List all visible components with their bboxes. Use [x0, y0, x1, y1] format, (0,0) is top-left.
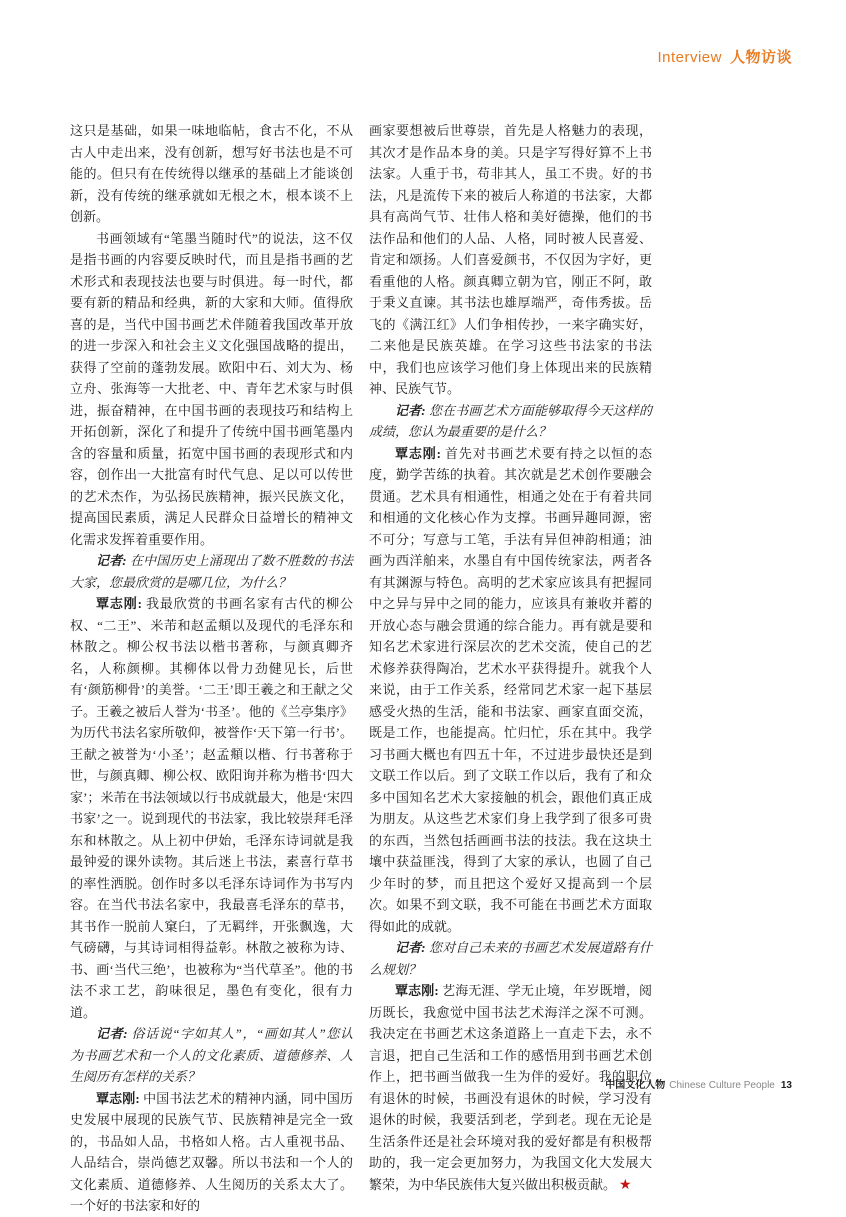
paragraph-text: 画家要想被后世尊崇，首先是人格魅力的表现，其次才是作品本身的美。只是字写得好算不上书法家。人重于书，苟非其人，虽工不贵。好的书法，凡是流传下来的被后人称道的书法家，大都具有高尚气节、壮伟人格和美好德操，他们的书法作品和他们的人品、人格，同时被人民喜爱、肯定和颂扬。人们喜爱颜书，不仅因为字好，更看重他的人格。颜真卿立朝为官，刚正不阿，敢于秉义直谏。其书法也雄厚端严，奇伟秀拔。岳飞的《满江红》人们争相传抄，一来字确实好，二来他是民族英雄。在学习这些书法家的书法中，我们也应该学习他们身上体现出来的民族精神、民族气节。 — [369, 123, 652, 396]
answer-text: 首先对书画艺术要有持之以恒的态度，勤学苦练的执着。其次就是艺术创作要融会贯通。艺术具有相通性，相通之处在于有着共同和相通的文化核心作为支撑。书画异趣同源，密不可分；写意与工笔，手法有异但神韵相通；油画为西洋舶来，水墨自有中国传统家法，两者各有其渊源与特色。高明的艺术家应该具有把握同中之异与异中之同的能力，应该具有兼收并蓄的开放心态与融会贯通的综合能力。再有就是要和知名艺术家进行深层次的艺术交流，使自己的艺术修养获得陶冶，艺术水平获得提升。就我个人来说，由于工作关系，经常同艺术家一起下基层感受火热的生活，能和书法家、画家直面交流，既是工作，也能提高。忙归忙，乐在其中。我学习书画大概也有四五十年，不过进步最快还是到文联工作以后。到了文联工作以后，我有了和众多中国知名艺术大家接触的机会，跟他们真正成为朋友。从这些艺术家们身上我学到了很多可贵的东西，当然包括画画书法的技法。我在这块土壤中获益匪浅，得到了大家的承认，也圆了自己少年时的梦，而且把这个爱好又提高到一个层次。如果不到文联，我不可能在书画艺术方面取得如此的成就。 — [369, 445, 652, 934]
section-header-zh: 人物访谈 — [729, 49, 792, 66]
interviewer-question — [369, 400, 652, 443]
left-column — [70, 120, 353, 1217]
interviewee-answer — [70, 593, 353, 1023]
end-star-icon: ★ — [619, 1177, 632, 1193]
interviewee-answer — [70, 1088, 353, 1217]
article-body — [70, 120, 652, 1217]
paragraph-text: 书画领域有“笔墨当随时代”的说法，这不仅是指书画的内容要反映时代，而且是指书画的艺术形式和表现技法也要与时俱进。每一时代，都要有新的精品和经典，新的大家和大师。值得欣喜的是，当代中国书画艺术伴随着我国改革开放的进一步深入和社会主义文化强国战略的提出，获得了空前的蓬勃发展。欧阳中石、刘大为、杨立舟、张海等一大批老、中、青年艺术家与时俱进，振奋精神，在中国书画的表现技巧和结构上开拓创新，深化了和提升了传统中国书画笔墨内含的容量和质量，拓宽中国书画的表现形式和内容，创作出一大批富有时代气息、足以可以传世的艺术杰作，为弘扬民族精神，振兴民族文化，提高国民素质，满足人民群众日益增长的精神文化需求发挥着重要作用。 — [70, 230, 353, 547]
interviewer-question — [70, 1023, 353, 1088]
right-column — [369, 120, 652, 1217]
speaker-label: 记者: — [96, 1026, 128, 1041]
speaker-label: 记者: — [395, 940, 426, 955]
speaker-label: 覃志刚: — [96, 1090, 140, 1106]
paragraph-text: 这只是基础，如果一味地临帖，食古不化，不从古人中走出来，没有创新，想写好书法也是不可能的。但只有在传统得以继承的基础上才能谈创新，没有传统的继承就如无根之木，根本谈不上创新。 — [70, 123, 353, 224]
question-text: 您对自己未来的书画艺术发展道路有什么规划？ — [369, 940, 652, 977]
answer-text: 中国书法艺术的精神内涵，同中国历史发展中展现的民族气节、民族精神是完全一致的，书品如人品，书格如人格。古人重视书品、人品结合，崇尚德艺双馨。所以书法和一个人的文化素质、道德修养、人生阅历的关系太大了。一个好的书法家和好的 — [70, 1090, 353, 1213]
question-text: 在中国历史上涌现出了数不胜数的书法大家，您最欣赏的是哪几位，为什么？ — [70, 553, 353, 590]
speaker-label: 覃志刚: — [395, 445, 441, 461]
answer-text: 艺海无涯、学无止境，年岁既增，阅历既长，我愈觉中国书法艺术海洋之深不可测。我决定在书画艺术这条道路上一直走下去，永不言退，把自己生活和工作的感悟用到书画艺术创作上，把书画当做我一生为伴的爱好。我的职位有退休的时候，书画没有退休的时候，学习没有退休的时候，我要活到老，学到老。现在无论是生活条件还是社会环境对我的爱好都是有积极帮助的，我一定会更加努力，为我国文化大发展大繁荣，为中华民族伟大复兴做出积极贡献。 — [369, 983, 652, 1192]
paragraph — [70, 120, 353, 228]
footer-brand-en: Chinese Culture People — [669, 1080, 775, 1091]
interviewee-answer — [369, 443, 652, 938]
speaker-label: 覃志刚: — [395, 983, 439, 998]
speaker-label: 记者: — [96, 553, 127, 568]
interviewer-question — [70, 550, 353, 593]
paragraph — [70, 228, 353, 551]
question-text: 您在书画艺术方面能够取得今天这样的成绩，您认为最重要的是什么？ — [369, 402, 652, 439]
page-footer — [605, 1076, 792, 1091]
section-header-en: Interview — [657, 49, 722, 66]
speaker-label: 覃志刚: — [96, 596, 142, 611]
footer-brand-zh: 中国文化人物 — [605, 1080, 666, 1091]
paragraph — [369, 120, 652, 400]
question-text: 俗话说“字如其人”，“画如其人”您认为书画艺术和一个人的文化素质、道德修养、人生阅历有怎样的关系？ — [70, 1026, 353, 1084]
speaker-label: 记者: — [395, 402, 426, 418]
answer-text: 我最欣赏的书画名家有古代的柳公权、“二王”、米芾和赵孟頫以及现代的毛泽东和林散之。柳公权书法以楷书著称，与颜真卿齐名，人称颜柳。其柳体以骨力劲健见长，后世有‘颜筋柳骨’的美誉。‘二王’即王羲之和王献之父子。王羲之被后人誉为‘书圣’。他的《兰亭集序》为历代书法名家所敬仰，被誉作‘天下第一行书’。王献之被誉为‘小圣’；赵孟頫以楷、行书著称于世，与颜真卿、柳公权、欧阳询并称为楷书‘四大家’；米芾在书法领域以行书成就最大，他是‘宋四书家’之一。说到现代的书法家，我比较崇拜毛泽东和林散之。从上初中伊始，毛泽东诗词就是我最钟爱的课外读物。其后迷上书法，素喜行草书的率性洒脱。创作时多以毛泽东诗词作为书写内容。在当代书法名家中，我最喜毛泽东的草书，其书作一脱前人窠臼，了无羁绊，开张飘逸，大气磅礴，与其诗词相得益彰。林散之被称为诗、书、画‘当代三绝’，也被称为“当代草圣”。他的书法不求工艺，韵味很足，墨色有变化，很有力道。 — [70, 596, 353, 1020]
footer-page-number: 13 — [780, 1080, 792, 1091]
interviewer-question — [369, 937, 652, 980]
section-header — [657, 46, 792, 67]
